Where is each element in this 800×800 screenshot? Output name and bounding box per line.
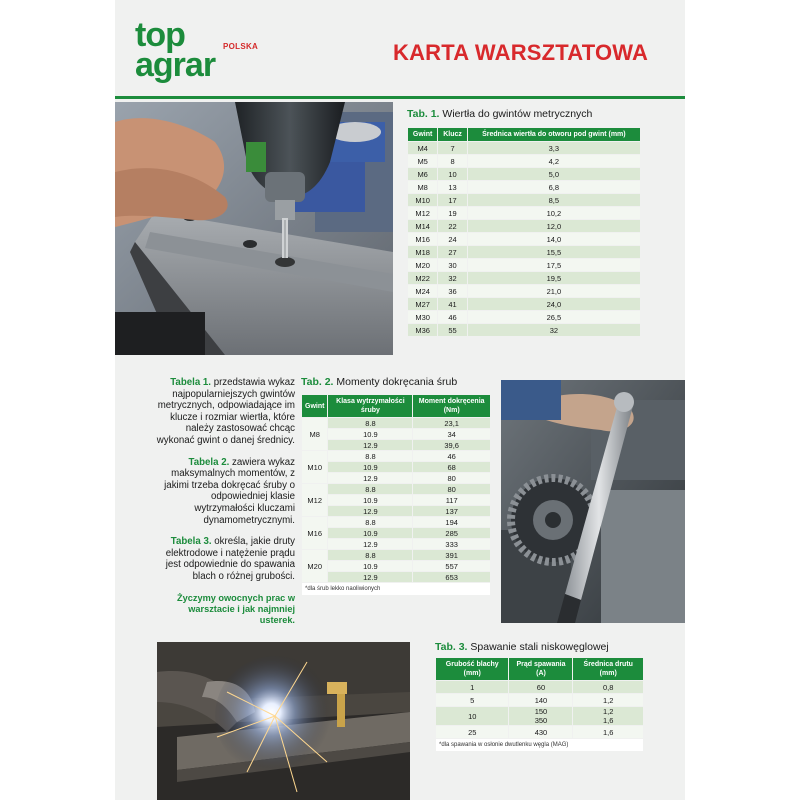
table1-cell: 55 [438, 324, 466, 336]
table1-cell: 6,8 [468, 181, 640, 193]
explanation-column [155, 377, 295, 637]
table2-row [302, 418, 490, 428]
table2-cell: 10.9 [328, 561, 412, 571]
table3-header: Prąd spawania (A) [509, 658, 572, 680]
table2-row [302, 561, 490, 571]
table2-thread-cell: M20 [302, 550, 327, 582]
table1-cell: M20 [408, 259, 437, 271]
table2-cell: 68 [413, 462, 490, 472]
explanation-2 [155, 457, 295, 527]
table2-cell: 8.8 [328, 517, 412, 527]
table3-header: Grubość blachy (mm) [436, 658, 508, 680]
table1-cell: 46 [438, 311, 466, 323]
table3-row [436, 694, 643, 706]
table2-label: Tab. 2. [301, 376, 334, 388]
table2-row [302, 462, 490, 472]
table1-header: Klucz [438, 128, 466, 141]
table3-row [436, 681, 643, 693]
table1-cell: 7 [438, 142, 466, 154]
table1-cell: M4 [408, 142, 437, 154]
table2-cell: 10.9 [328, 429, 412, 439]
table2-cell: 46 [413, 451, 490, 461]
table1-cell: 24 [438, 233, 466, 245]
table2-cell: 80 [413, 484, 490, 494]
table1-row [408, 168, 640, 180]
table1-row [408, 311, 640, 323]
table1-row [408, 324, 640, 336]
explanation-2-label: Tabela 2. [188, 456, 230, 468]
table2-cell: 8.8 [328, 550, 412, 560]
table1-label: Tab. 1. [407, 108, 440, 120]
table3-cell: 1,2 [573, 694, 643, 706]
table2-cell: 80 [413, 473, 490, 483]
table1-cell: M36 [408, 324, 437, 336]
table-torque [301, 394, 491, 596]
table2-cell: 12.9 [328, 506, 412, 516]
table2-note: *dla śrub lekko naoliwionych [302, 583, 490, 595]
table3-row [436, 707, 643, 725]
table2-row [302, 440, 490, 450]
table2-caption [301, 376, 457, 388]
table1-row [408, 194, 640, 206]
table3-cell: 430 [509, 726, 572, 738]
table1-row [408, 272, 640, 284]
table2-cell: 39,6 [413, 440, 490, 450]
table2-cell: 34 [413, 429, 490, 439]
table1-cell: M27 [408, 298, 437, 310]
table3-caption [435, 641, 609, 653]
table2-cell: 12.9 [328, 440, 412, 450]
table3-cell: 1 [436, 681, 508, 693]
table2-cell: 12.9 [328, 539, 412, 549]
table1-cell: 32 [468, 324, 640, 336]
logo-line-agrar: agrar [135, 46, 216, 84]
table1-cell: 13 [438, 181, 466, 193]
table2-row [302, 572, 490, 582]
table2-row [302, 528, 490, 538]
torque-wrench-illustration [501, 380, 685, 623]
drill-photo [115, 102, 393, 355]
table1-row [408, 207, 640, 219]
explanation-3-text: określa, jakie druty elektrodowe i natężenie prądu jest odpowiednie do spawania blach o różnej grubości. [165, 536, 295, 582]
table1-cell: 30 [438, 259, 466, 271]
table1-cell: M16 [408, 233, 437, 245]
welding-photo [157, 642, 410, 800]
table3-note-row [436, 739, 643, 751]
table2-header: Klasa wytrzymałości śruby [328, 395, 412, 417]
table2-row [302, 429, 490, 439]
table2-cell: 23,1 [413, 418, 490, 428]
table1-row [408, 246, 640, 258]
table3-cell: 10 [436, 707, 508, 725]
table1-cell: 19,5 [468, 272, 640, 284]
table2-row [302, 517, 490, 527]
table2-note-row [302, 583, 490, 595]
table3-label: Tab. 3. [435, 641, 468, 653]
table3-title: Spawanie stali niskowęglowej [470, 641, 609, 653]
closing-wishes: Życzymy owocnych prac w warsztacie i jak najmniej usterek. [177, 592, 295, 626]
table2-cell: 12.9 [328, 572, 412, 582]
table1-header: Średnica wiertła do otworu pod gwint (mm) [468, 128, 640, 141]
table2-cell: 117 [413, 495, 490, 505]
table1-row [408, 142, 640, 154]
table1-cell: 4,2 [468, 155, 640, 167]
table1-cell: 41 [438, 298, 466, 310]
table-drill-bits [407, 127, 641, 337]
table1-cell: 15,5 [468, 246, 640, 258]
explanation-3-label: Tabela 3. [170, 536, 212, 548]
table2-row [302, 473, 490, 483]
table1-cell: 3,3 [468, 142, 640, 154]
table2-cell: 8.8 [328, 418, 412, 428]
page-title: KARTA WARSZTATOWA [393, 40, 649, 65]
table2-cell: 10.9 [328, 528, 412, 538]
table2-row [302, 550, 490, 560]
table1-cell: M10 [408, 194, 437, 206]
header-rule [115, 96, 685, 99]
table3-header: Średnica drutu (mm) [573, 658, 643, 680]
table1-cell: M18 [408, 246, 437, 258]
table1-cell: M8 [408, 181, 437, 193]
table3-cell: 140 [509, 694, 572, 706]
explanation-2-text: zawiera wykaz maksymalnych momentów, z jakimi trzeba dokręcać śruby o odpowiedniej klasie wytrzymałości kluczami dynamometrycznymi. [164, 456, 295, 526]
table3-cell: 1,2 1,6 [573, 707, 643, 725]
table1-cell: M6 [408, 168, 437, 180]
table1-cell: 21,0 [468, 285, 640, 297]
table1-title: Wiertła do gwintów metrycznych [442, 108, 593, 120]
explanation-1-text: przedstawia wykaz najpopularniejszych gwintów metrycznych, odpowiadające im klucze i rozmiar wiertła, które należy zastosować chcąc wykonać gwint o danej średnicy. [156, 377, 295, 446]
table1-cell: M5 [408, 155, 437, 167]
table1-cell: 10,2 [468, 207, 640, 219]
table1-cell: 36 [438, 285, 466, 297]
table3-cell: 1,6 [573, 726, 643, 738]
table1-row [408, 220, 640, 232]
table1-cell: M22 [408, 272, 437, 284]
table3-cell: 60 [509, 681, 572, 693]
table1-row [408, 259, 640, 271]
torque-wrench-photo [501, 380, 685, 623]
explanation-1-label: Tabela 1. [170, 377, 211, 388]
table2-cell: 10.9 [328, 462, 412, 472]
table3-row [436, 726, 643, 738]
table2-cell: 8.8 [328, 451, 412, 461]
table1-cell: M12 [408, 207, 437, 219]
table1-cell: M24 [408, 285, 437, 297]
table1-row [408, 181, 640, 193]
table2-header: Moment dokręcenia (Nm) [413, 395, 490, 417]
table1-caption [407, 108, 592, 120]
document-page [115, 0, 685, 800]
table2-header: Gwint [302, 395, 327, 417]
table2-cell: 137 [413, 506, 490, 516]
drill-illustration [115, 102, 393, 355]
table1-cell: 24,0 [468, 298, 640, 310]
table2-thread-cell: M10 [302, 451, 327, 483]
welding-illustration [157, 642, 410, 800]
table1-cell: 12,0 [468, 220, 640, 232]
table2-cell: 333 [413, 539, 490, 549]
table3-cell: 150 350 [509, 707, 572, 725]
table1-cell: 14,0 [468, 233, 640, 245]
table2-cell: 194 [413, 517, 490, 527]
table1-row [408, 298, 640, 310]
logo-line-top: top [135, 16, 185, 54]
table2-row [302, 451, 490, 461]
table1-cell: 17 [438, 194, 466, 206]
table3-note: *dla spawania w osłonie dwutlenku węgla (MAG) [436, 739, 643, 751]
table1-cell: 26,5 [468, 311, 640, 323]
table2-row [302, 506, 490, 516]
explanation-3 [155, 536, 295, 582]
table3-cell: 0,8 [573, 681, 643, 693]
logo-country: POLSKA [223, 42, 259, 51]
table1-cell: 17,5 [468, 259, 640, 271]
table1-row [408, 155, 640, 167]
table2-thread-cell: M16 [302, 517, 327, 549]
table1-cell: 32 [438, 272, 466, 284]
table2-row [302, 484, 490, 494]
table1-row [408, 233, 640, 245]
table1-cell: 8,5 [468, 194, 640, 206]
table2-thread-cell: M12 [302, 484, 327, 516]
table1-cell: M30 [408, 311, 437, 323]
table2-cell: 653 [413, 572, 490, 582]
table1-row [408, 285, 640, 297]
table2-cell: 391 [413, 550, 490, 560]
table1-header: Gwint [408, 128, 437, 141]
table2-row [302, 495, 490, 505]
table2-row [302, 539, 490, 549]
table2-thread-cell: M8 [302, 418, 327, 450]
top-agrar-logo [135, 18, 275, 88]
table3-cell: 5 [436, 694, 508, 706]
table2-title: Momenty dokręcania śrub [336, 376, 458, 388]
table2-cell: 8.8 [328, 484, 412, 494]
table3-cell: 25 [436, 726, 508, 738]
table1-cell: 5,0 [468, 168, 640, 180]
table1-cell: 22 [438, 220, 466, 232]
table1-cell: 27 [438, 246, 466, 258]
table2-cell: 12.9 [328, 473, 412, 483]
table1-cell: 10 [438, 168, 466, 180]
table2-cell: 285 [413, 528, 490, 538]
table2-cell: 557 [413, 561, 490, 571]
table2-cell: 10.9 [328, 495, 412, 505]
table1-cell: 19 [438, 207, 466, 219]
explanation-1 [155, 377, 295, 447]
table1-cell: M14 [408, 220, 437, 232]
table1-cell: 8 [438, 155, 466, 167]
table-welding [435, 657, 644, 752]
